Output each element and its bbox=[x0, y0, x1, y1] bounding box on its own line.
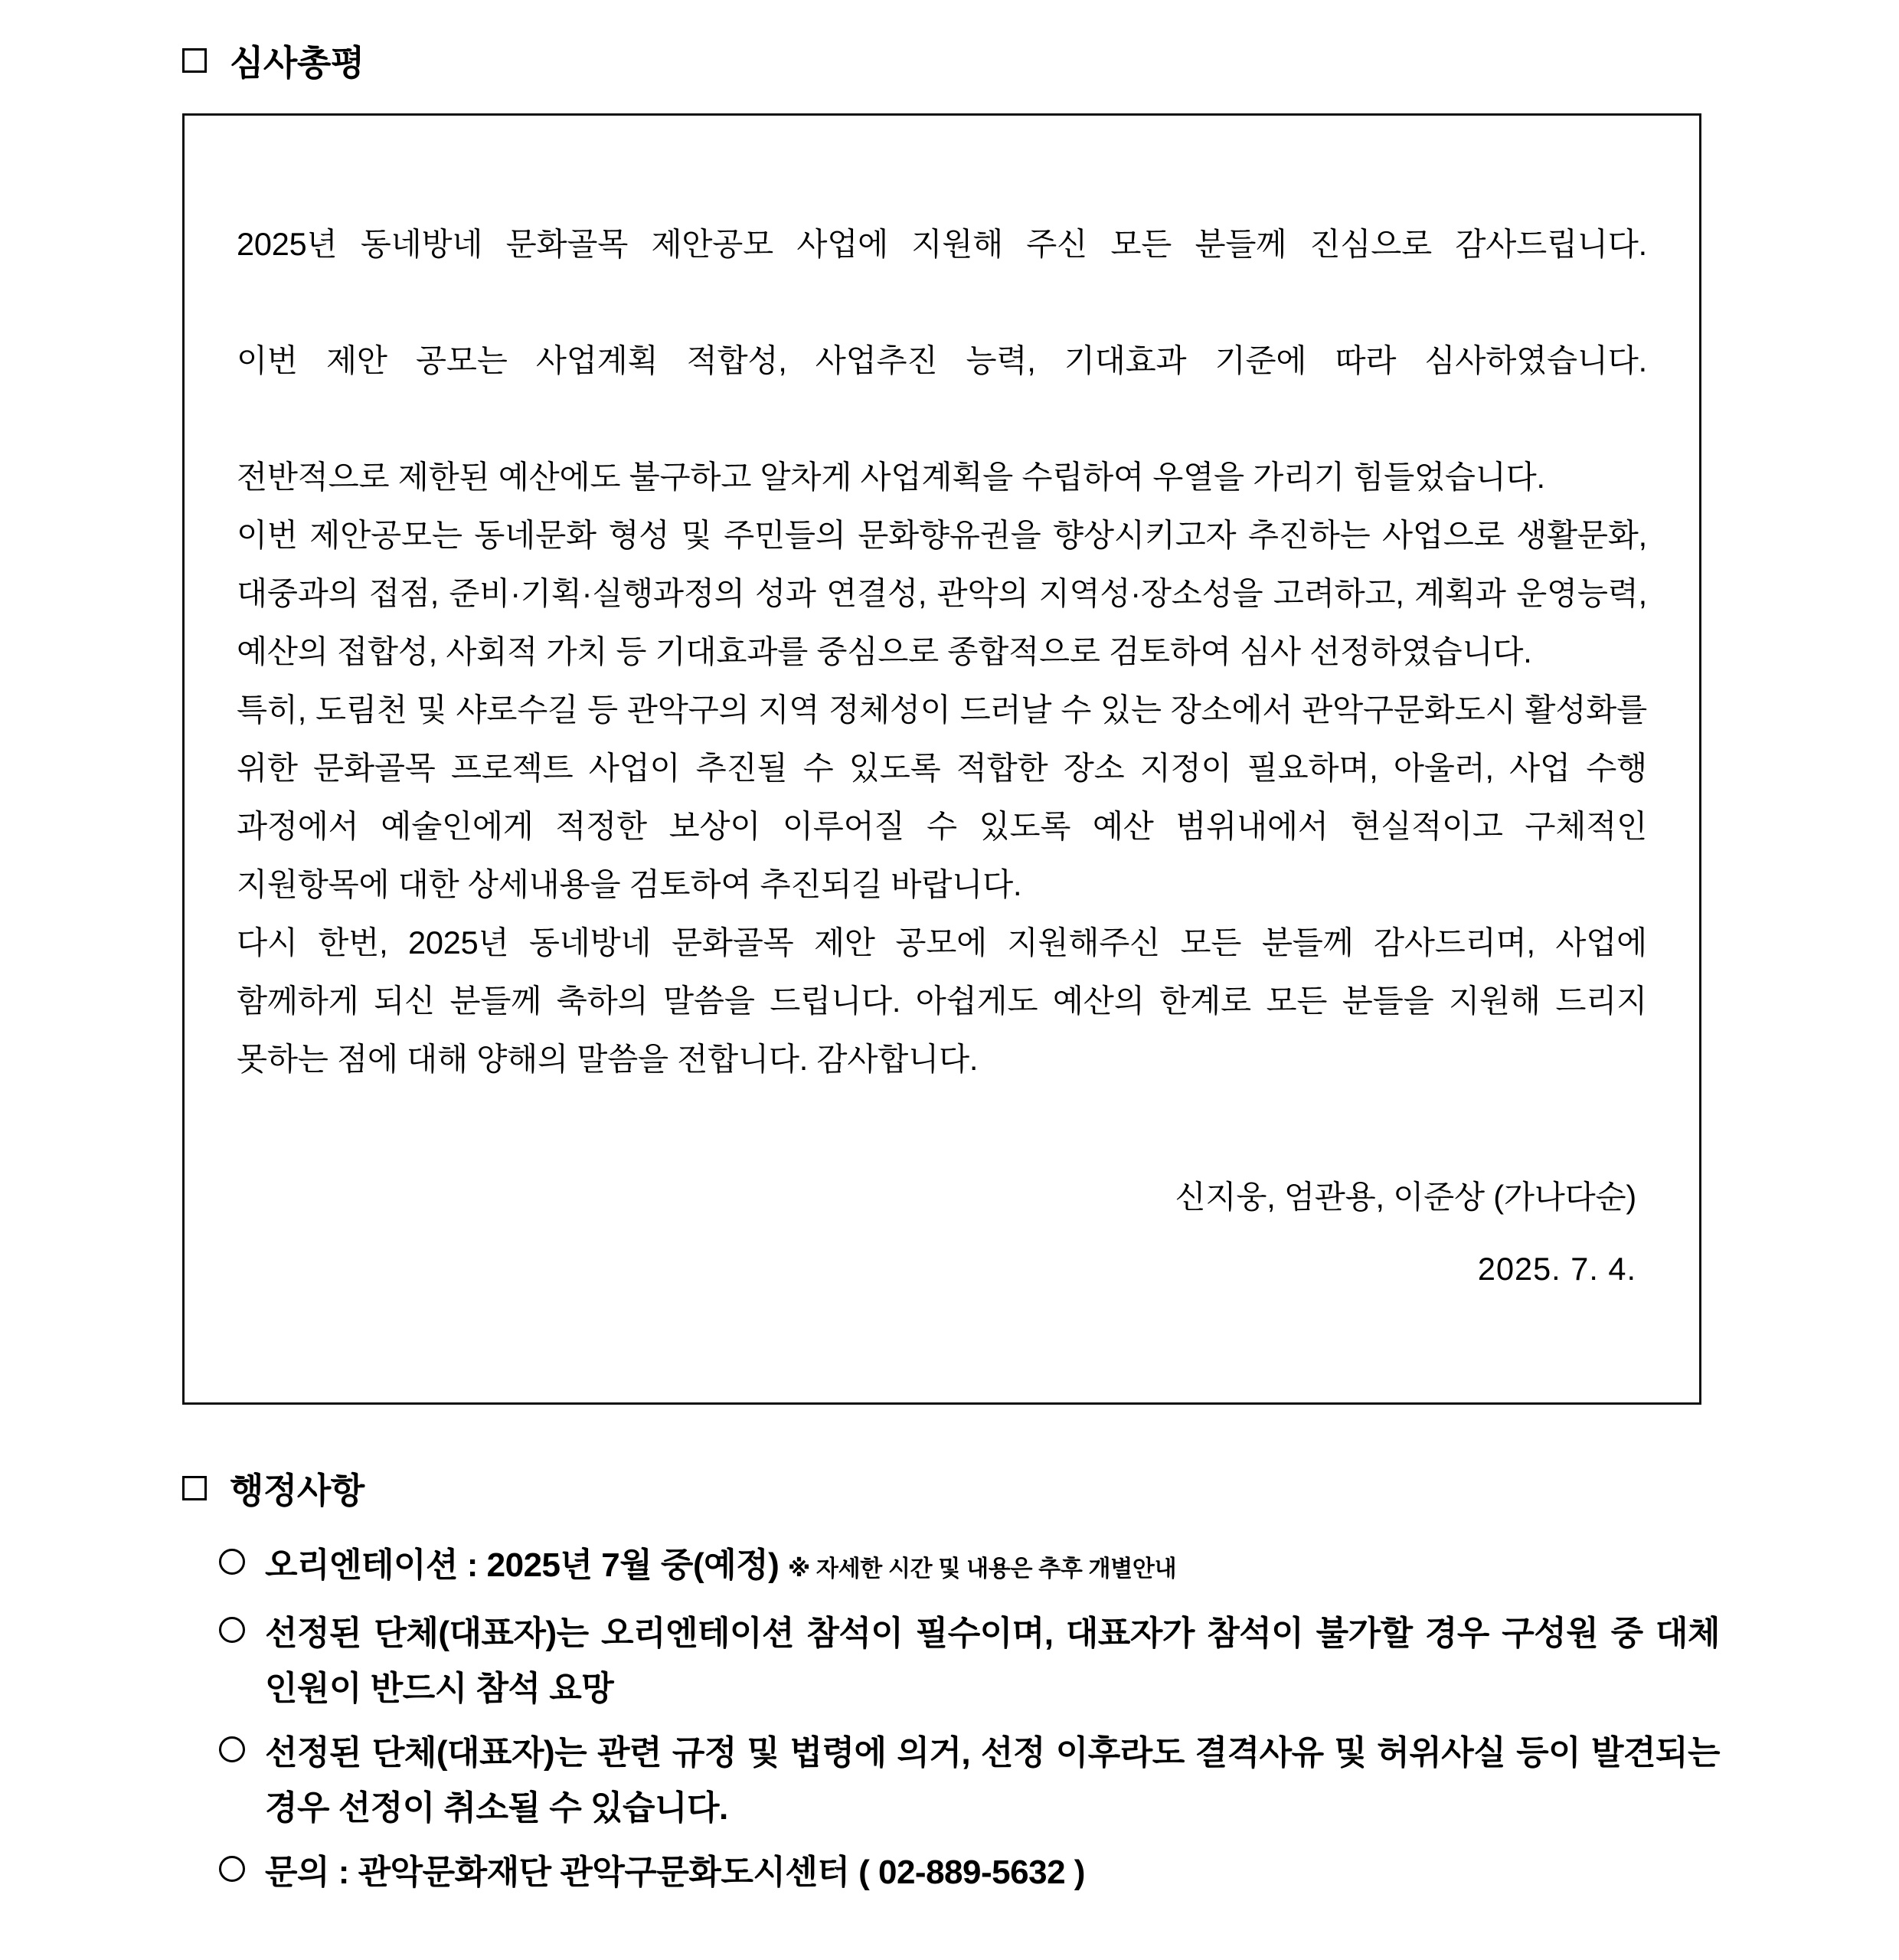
admin-item-text: 선정된 단체(대표자)는 오리엔테이션 참석이 필수이며, 대표자가 참석이 불가할 경우 구성원 중 대체 인원이 반드시 참석 요망 bbox=[265, 1615, 1721, 1707]
review-paragraph: 이번 제안 공모는 사업계획 적합성, 사업추진 능력, 기대효과 기준에 따라 심사하였습니다. bbox=[237, 342, 1647, 378]
admin-notice-list bbox=[219, 1538, 1720, 1909]
review-summary-box bbox=[182, 113, 1701, 1405]
admin-item-label: 오리엔테이션 : 2025년 7월 중(예정) bbox=[265, 1546, 780, 1584]
reviewer-signature: 신지웅, 엄관용, 이준상 (가나다순) bbox=[1175, 1179, 1636, 1215]
circle-bullet-icon bbox=[219, 1736, 245, 1762]
review-paragraph: 다시 한번, 2025년 동네방네 문화골목 제안 공모에 지원해주신 모든 분들께 감사드리며, 사업에 함께하게 되신 분들께 축하의 말씀을 드립니다. 아쉽게도 예산의 한계로 모든 분들을 지원해 드리지 못하는 점에 대해 양해의 말씀을 전합니다. 감사합니다. bbox=[237, 924, 1647, 1077]
circle-bullet-icon bbox=[219, 1617, 245, 1643]
admin-item-text: 선정된 단체(대표자)는 관련 규정 및 법령에 의거, 선정 이후라도 결격사유 및 허위사실 등이 발견되는 경우 선정이 취소될 수 있습니다. bbox=[265, 1734, 1720, 1827]
admin-list-item bbox=[219, 1726, 1720, 1836]
section-heading-admin bbox=[182, 1463, 364, 1513]
circle-bullet-icon bbox=[219, 1549, 245, 1575]
signature-date: 2025. 7. 4. bbox=[1477, 1251, 1636, 1287]
review-paragraph: 이번 제안공모는 동네문화 형성 및 주민들의 문화향유권을 향상시키고자 추진하는 사업으로 생활문화, 대중과의 접점, 준비·기획·실행과정의 성과 연결성, 관악의 지역성·장소성을 고려하고, 계획과 운영능력, 예산의 접합성, 사회적 가치 등 기대효과를 중심으로 종합적으로 검토하여 심사 선정하였습니다. bbox=[237, 517, 1647, 669]
admin-list-item bbox=[219, 1845, 1720, 1900]
admin-list-item bbox=[219, 1538, 1720, 1597]
section-heading-review bbox=[182, 35, 364, 86]
review-paragraph: 2025년 동네방네 문화골목 제안공모 사업에 지원해 주신 모든 분들께 진심으로 감사드립니다. bbox=[237, 226, 1647, 262]
square-bullet-icon bbox=[182, 48, 207, 73]
review-paragraph: 전반적으로 제한된 예산에도 불구하고 알차게 사업계획을 수립하여 우열을 가리기 힘들었습니다. bbox=[237, 459, 1545, 495]
section-title-review: 심사총평 bbox=[230, 43, 364, 83]
admin-item-note: ※ 자세한 시간 및 내용은 추후 개별안내 bbox=[788, 1556, 1177, 1582]
admin-list-item bbox=[219, 1606, 1720, 1716]
review-paragraph: 특히, 도림천 및 샤로수길 등 관악구의 지역 정체성이 드러날 수 있는 장소에서 관악구문화도시 활성화를 위한 문화골목 프로젝트 사업이 추진될 수 있도록 적합한 장소 지정이 필요하며, 아울러, 사업 수행 과정에서 예술인에게 적정한 보상이 이루어질 수 있도록 예산 범위내에서 현실적이고 구체적인 지원항목에 대한 상세내용을 검토하여 추진되길 바랍니다. bbox=[237, 692, 1647, 902]
admin-item-text bbox=[265, 1538, 1720, 1597]
review-summary-content bbox=[185, 116, 1699, 1288]
section-title-admin: 행정사항 bbox=[230, 1471, 364, 1510]
circle-bullet-icon bbox=[219, 1856, 245, 1882]
square-bullet-icon bbox=[182, 1476, 207, 1500]
admin-item-text: 문의 : 관악문화재단 관악구문화도시센터 ( 02-889-5632 ) bbox=[265, 1854, 1085, 1891]
